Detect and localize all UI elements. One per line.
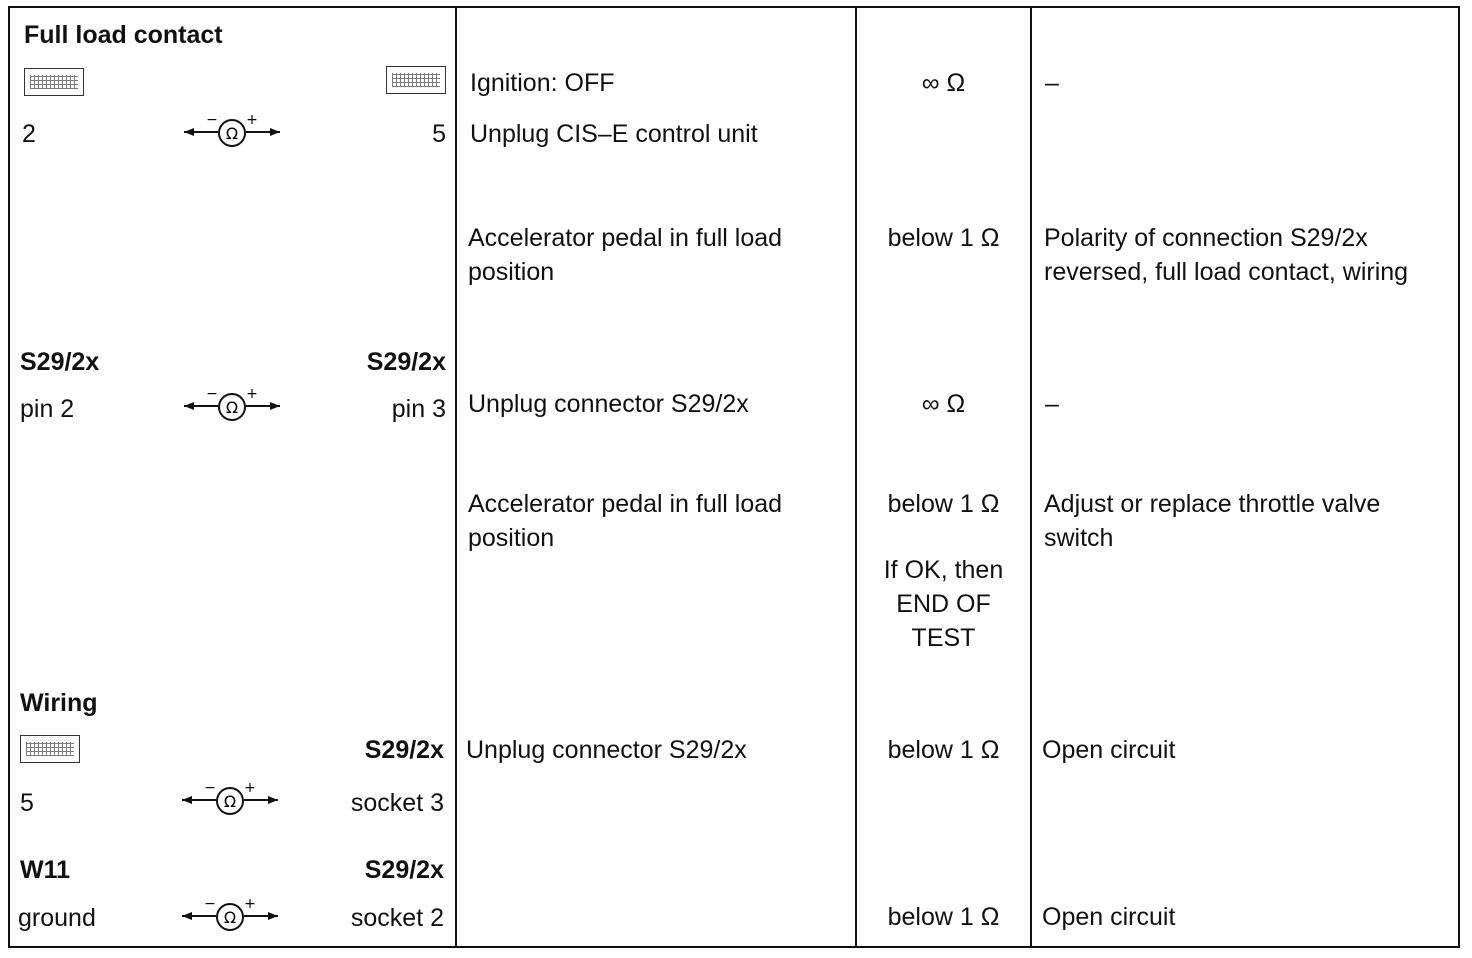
test-condition: Unplug connector S29/2x bbox=[468, 390, 749, 418]
column-divider-3 bbox=[1030, 6, 1032, 948]
plus-sign: + bbox=[244, 898, 256, 912]
pin-label-left: ground bbox=[18, 904, 96, 932]
pin-label-left: 2 bbox=[22, 120, 36, 148]
minus-sign: − bbox=[204, 782, 216, 796]
column-divider-2 bbox=[855, 6, 857, 948]
heading-full-load-contact: Full load contact bbox=[24, 21, 223, 49]
possible-cause: – bbox=[1045, 390, 1059, 418]
possible-cause: Open circuit bbox=[1042, 903, 1176, 931]
test-condition: Accelerator pedal in full load position bbox=[468, 490, 783, 552]
nominal-value: below 1 Ω bbox=[887, 903, 1000, 931]
possible-cause: – bbox=[1045, 69, 1059, 97]
end-of-test-note: If OK, then END OF TEST bbox=[883, 556, 1004, 652]
plus-sign: + bbox=[244, 782, 256, 796]
socket-label-right: socket 3 bbox=[350, 789, 444, 817]
connector-icon bbox=[20, 735, 80, 763]
connector-label-right: S29/2x bbox=[364, 856, 444, 884]
connector-icon bbox=[386, 66, 446, 94]
ohm-symbol: Ω bbox=[223, 908, 237, 927]
nominal-value: ∞ Ω bbox=[921, 390, 966, 418]
ohm-symbol: Ω bbox=[223, 792, 237, 811]
nominal-value: below 1 Ω bbox=[887, 490, 1000, 518]
pin-label-left: pin 2 bbox=[20, 395, 75, 423]
ohmmeter-icon bbox=[180, 782, 280, 816]
possible-cause: Polarity of connection S29/2x reversed, full load contact, wiring bbox=[1044, 224, 1409, 286]
test-condition: Accelerator pedal in full load position bbox=[468, 224, 783, 286]
socket-label-right: socket 2 bbox=[350, 904, 444, 932]
pin-label-left: 5 bbox=[20, 789, 34, 817]
connector-label-left: W11 bbox=[20, 856, 71, 884]
minus-sign: − bbox=[204, 898, 216, 912]
pin-label-right: 5 bbox=[432, 120, 446, 148]
column-divider-1 bbox=[455, 6, 457, 948]
connector-icon bbox=[24, 68, 84, 96]
test-condition: Unplug connector S29/2x bbox=[466, 736, 747, 764]
nominal-value: below 1 Ω bbox=[887, 224, 1000, 252]
connector-label-right: S29/2x bbox=[364, 736, 444, 764]
possible-cause: Adjust or replace throttle valve switch bbox=[1044, 490, 1381, 552]
heading-wiring: Wiring bbox=[20, 689, 98, 717]
ohmmeter-icon bbox=[180, 898, 280, 932]
pin-label-right: pin 3 bbox=[391, 395, 446, 423]
ohm-symbol: Ω bbox=[225, 398, 239, 417]
ohmmeter-icon bbox=[182, 388, 282, 422]
plus-sign: + bbox=[246, 388, 258, 402]
possible-cause: Open circuit bbox=[1042, 736, 1176, 764]
ohm-symbol: Ω bbox=[225, 124, 239, 143]
nominal-value: below 1 Ω bbox=[887, 736, 1000, 764]
nominal-value: ∞ Ω bbox=[921, 69, 966, 97]
minus-sign: − bbox=[206, 114, 218, 128]
test-condition: Ignition: OFF bbox=[470, 69, 615, 97]
connector-label-right: S29/2x bbox=[366, 348, 446, 376]
ohmmeter-icon bbox=[182, 114, 282, 148]
minus-sign: − bbox=[206, 388, 218, 402]
connector-label-left: S29/2x bbox=[20, 348, 100, 376]
plus-sign: + bbox=[246, 114, 258, 128]
test-condition: Unplug CIS–E control unit bbox=[470, 120, 758, 148]
